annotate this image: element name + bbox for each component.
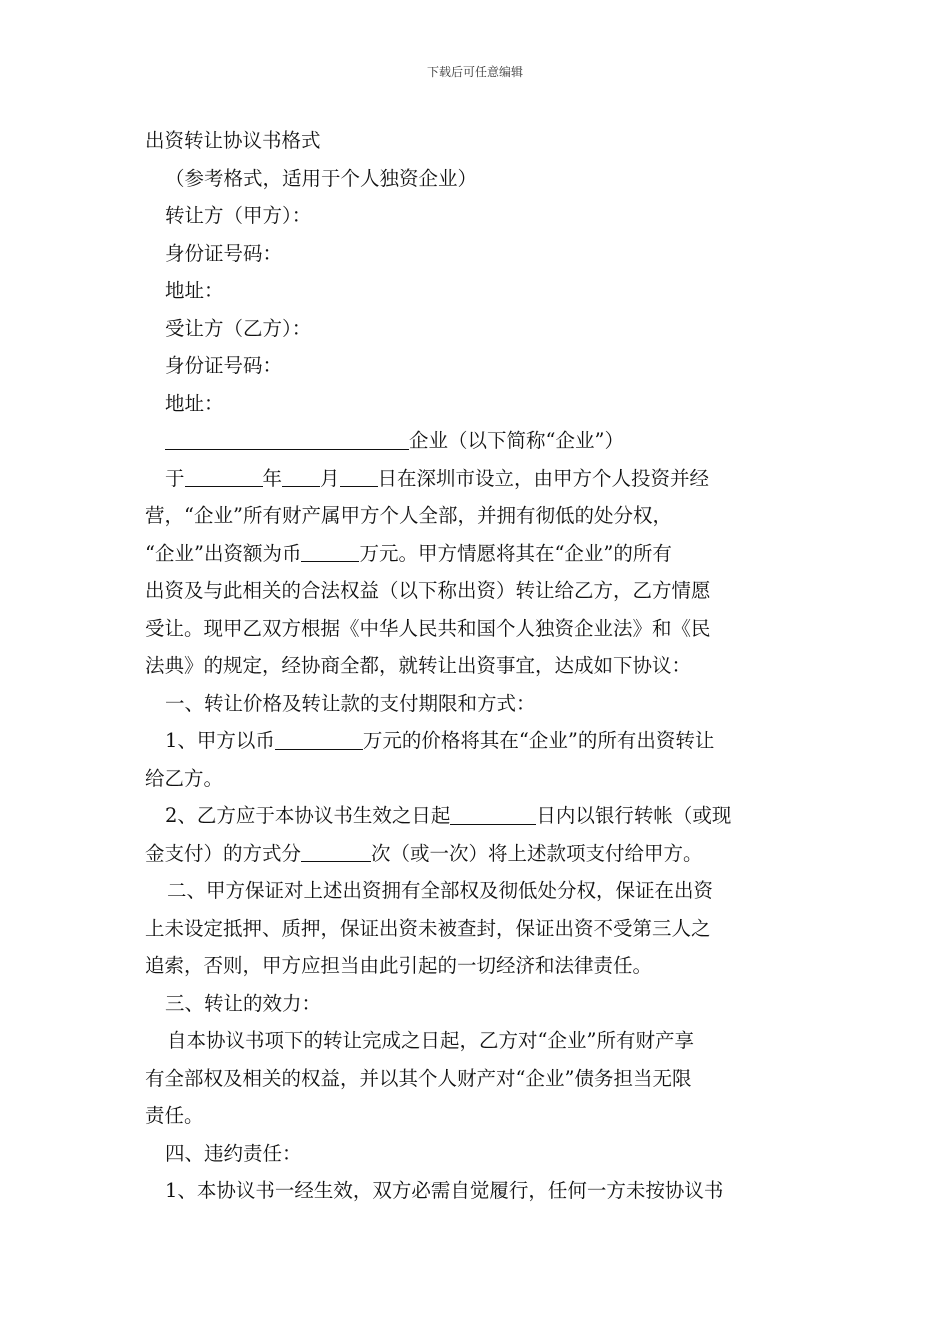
text-segment: “企业”出资额为币	[145, 541, 302, 565]
section-1-item-1-line-2: 给乙方。	[145, 766, 224, 790]
text-segment: 年	[262, 466, 283, 490]
paragraph-1-line-1	[145, 460, 810, 498]
paragraph-1-line-3	[145, 535, 810, 573]
document-subtitle: （参考格式，适用于个人独资企业）	[165, 166, 478, 190]
document-title: 出资转让协议书格式	[145, 129, 321, 152]
paragraph-1-line-6: 法典》的规定，经协商全都，就转让出资事宜，达成如下协议：	[145, 654, 692, 677]
enterprise-name-line	[145, 422, 810, 460]
text-segment: 日内以银行转帐（或现	[536, 804, 732, 827]
section-2-line-2: 上未设定抵押、质押，保证出资未被查封，保证出资不受第三人之	[145, 916, 711, 940]
text-segment: 2、乙方应于本协议书生效之日起	[165, 804, 451, 827]
installments-blank	[301, 842, 371, 863]
enterprise-name-blank	[165, 429, 409, 450]
section-4-line-1: 1、本协议书一经生效，双方必需自觉履行，任何一方未按协议书	[165, 1179, 724, 1202]
party-a-label: 转让方（甲方）：	[165, 204, 312, 227]
section-4-title: 四、违约责任：	[165, 1141, 302, 1165]
price-blank	[275, 729, 363, 750]
section-1-item-1-line-1	[145, 722, 810, 760]
text-segment: 日在深圳市设立，由甲方个人投资并经	[377, 466, 710, 490]
party-a-address-label: 地址：	[165, 279, 224, 302]
text-segment: 万元。甲方情愿将其在“企业”的所有	[359, 541, 672, 565]
section-3-line-1: 自本协议书项下的转让完成之日起，乙方对“企业”所有财产享	[167, 1029, 694, 1052]
paragraph-1-line-2: 营，“企业”所有财产属甲方个人全部，并拥有彻低的处分权，	[145, 504, 672, 527]
text-segment: 万元的价格将其在“企业”的所有出资转让	[362, 729, 715, 752]
text-segment: 于	[165, 466, 185, 490]
day-blank	[340, 467, 378, 488]
text-segment: 月	[320, 466, 340, 490]
text-segment: 1、甲方以币	[165, 729, 275, 752]
section-3-title: 三、转让的效力：	[165, 991, 322, 1015]
party-a-id-label: 身份证号码：	[165, 241, 283, 265]
month-blank	[282, 467, 320, 488]
days-blank	[450, 804, 536, 825]
paragraph-1-line-5: 受让。现甲乙双方根据《中华人民共和国个人独资企业法》和《民	[145, 616, 711, 640]
page-header-note: 下载后可任意编辑	[426, 65, 523, 79]
capital-amount-blank	[301, 542, 359, 563]
text-segment: 次（或一次）将上述款项支付给甲方。	[371, 841, 703, 865]
section-2-line-1: 二、甲方保证对上述出资拥有全部权及彻低处分权，保证在出资	[167, 879, 714, 902]
enterprise-name-suffix: 企业（以下简称“企业”）	[409, 429, 624, 452]
section-1-item-2-line-2	[145, 835, 810, 873]
section-2-line-3: 追索，否则，甲方应担当由此引起的一切经济和法律责任。	[145, 954, 653, 977]
year-blank	[185, 467, 263, 488]
section-3-line-2: 有全部权及相关的权益，并以其个人财产对“企业”债务担当无限	[145, 1066, 692, 1090]
section-3-line-3: 责任。	[145, 1104, 204, 1127]
party-b-label: 受让方（乙方）：	[165, 316, 312, 340]
section-1-title: 一、转让价格及转让款的支付期限和方式：	[165, 691, 536, 715]
text-segment: 金支付）的方式分	[145, 841, 302, 865]
party-b-address-label: 地址：	[165, 391, 224, 415]
document-body	[145, 122, 810, 1210]
paragraph-1-line-4: 出资及与此相关的合法权益（以下称出资）转让给乙方，乙方情愿	[145, 579, 711, 602]
party-b-id-label: 身份证号码：	[165, 354, 283, 377]
section-1-item-2-line-1	[145, 797, 810, 835]
